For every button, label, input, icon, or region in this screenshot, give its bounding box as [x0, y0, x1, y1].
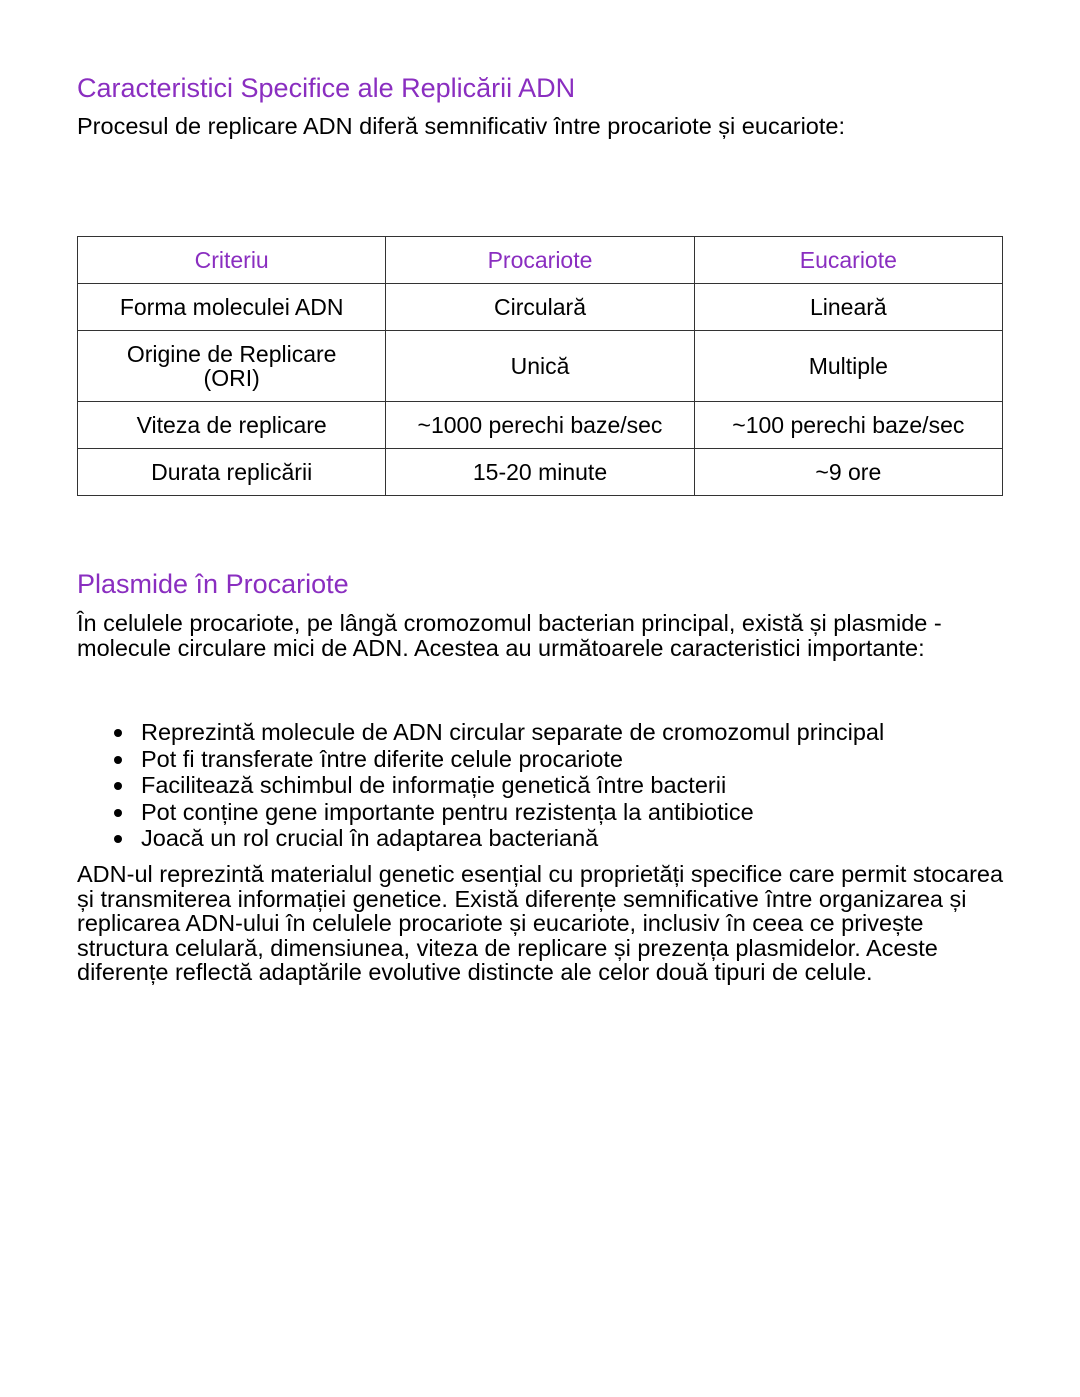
table-header-criteriu: Criteriu	[78, 237, 386, 284]
table-row	[78, 402, 1003, 449]
list-item-text: Pot conține gene importante pentru rezistența la antibiotice	[141, 798, 754, 825]
table-cell: ~1000 perechi baze/sec	[386, 402, 694, 449]
table-row	[78, 449, 1003, 496]
bullet-icon	[114, 729, 122, 737]
list-item-text: Joacă un rol crucial în adaptarea bacteriană	[141, 825, 599, 851]
section-title-replication: Caracteristici Specifice ale Replicării ADN	[77, 73, 576, 103]
section-intro-plasmids: În celulele procariote, pe lângă cromozomul bacterian principal, există și plasmide - molecule circulare mici de ADN. Acestea au următoarele caracteristici importante:	[77, 610, 942, 661]
list-item-text: Facilitează schimbul de informație genetică între bacterii	[141, 772, 727, 798]
list-item	[141, 772, 884, 799]
table-cell: Lineară	[694, 284, 1002, 331]
bullet-icon	[114, 782, 122, 790]
table-cell: Viteza de replicare	[78, 402, 386, 449]
table-cell-text: Origine de Replicare (ORI)	[126, 341, 337, 391]
table-header-row	[78, 237, 1003, 284]
list-item	[141, 799, 884, 826]
table-header-procariote: Procariote	[386, 237, 694, 284]
table-row	[78, 284, 1003, 331]
list-item	[141, 746, 884, 773]
plasmid-features-list	[77, 719, 884, 852]
list-item-text: Pot fi transferate între diferite celule procariote	[141, 745, 623, 772]
section-intro-replication: Procesul de replicare ADN diferă semnificativ între procariote și eucariote:	[77, 113, 846, 139]
table-row	[78, 331, 1003, 402]
list-item	[141, 825, 884, 852]
bullet-icon	[114, 835, 122, 843]
table-cell: Multiple	[694, 331, 1002, 402]
bullet-icon	[114, 756, 122, 764]
table-header-eucariote: Eucariote	[694, 237, 1002, 284]
section-title-plasmids: Plasmide în Procariote	[77, 569, 349, 599]
table-cell: ~100 perechi baze/sec	[694, 402, 1002, 449]
table-cell	[78, 331, 386, 402]
table-cell: Forma moleculei ADN	[78, 284, 386, 331]
comparison-table	[77, 236, 1003, 496]
table-cell: Unică	[386, 331, 694, 402]
table-cell: Durata replicării	[78, 449, 386, 496]
table-cell: ~9 ore	[694, 449, 1002, 496]
list-item	[141, 719, 884, 746]
list-item-text: Reprezintă molecule de ADN circular separate de cromozomul principal	[141, 719, 885, 745]
table-cell: Circulară	[386, 284, 694, 331]
bullet-icon	[114, 809, 122, 817]
table-cell: 15-20 minute	[386, 449, 694, 496]
summary-paragraph: ADN-ul reprezintă materialul genetic esențial cu proprietăți specifice care permit stocarea și transmiterea informației genetice. Există diferențe semnificative între organizarea și replicarea ADN-ului în celulele procariote și eucariote, inclusiv în ceea ce privește structura celulară, dimensiunea, viteza de replicare și prezența plasmidelor. Aceste diferențe reflectă adaptările evolutive distincte ale celor două tipuri de celule.	[77, 861, 1004, 985]
